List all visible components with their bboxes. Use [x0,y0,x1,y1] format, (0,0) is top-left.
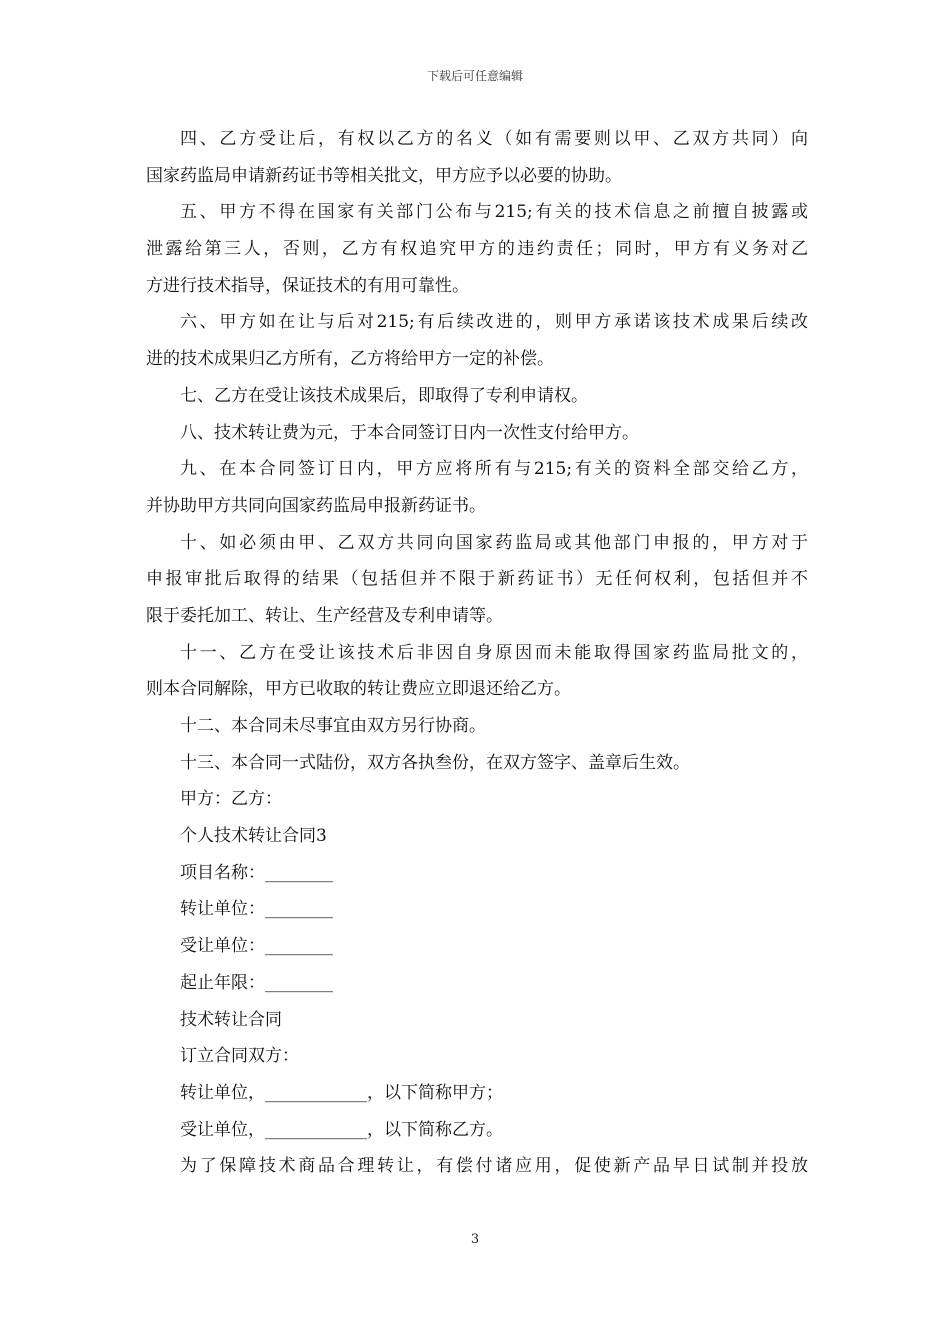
clause-10-line-1: 十、如必须由甲、乙双方共同向国家药监局或其他部门申报的，甲方对于 [180,532,808,553]
document-body [146,121,808,1185]
clause-13: 十三、本合同一式陆份，双方各执叁份，在双方签字、盖章后生效。 [180,752,690,773]
term-field: 起止年限：________ [180,972,333,993]
signature-parties: 甲方：乙方： [180,789,282,810]
section-title: 个人技术转让合同3 [180,826,327,847]
party-a-line: 转让单位，____________，以下简称甲方； [180,1082,503,1103]
transferee-field: 受让单位：________ [180,936,333,957]
clause-5-line-3: 方进行技术指导，保证技术的有用可靠性。 [146,275,469,296]
project-name-field: 项目名称：________ [180,862,333,883]
page-number: 3 [470,1232,480,1247]
party-b-line: 受让单位，____________，以下简称乙方。 [180,1119,503,1140]
clause-10-line-3: 限于委托加工、转让、生产经营及专利申请等。 [146,605,503,626]
clause-12: 十二、本合同未尽事宜由双方另行协商。 [180,716,486,736]
clause-6-line-2: 进的技术成果归乙方所有，乙方将给甲方一定的补偿。 [146,349,554,370]
contract-parties-label: 订立合同双方： [180,1046,299,1067]
clause-4-line-2: 国家药监局申请新药证书等相关批文，甲方应予以必要的协助。 [146,165,622,186]
preamble-line: 为了保障技术商品合理转让，有偿付诸应用，促使新产品早日试制并投放 [180,1156,808,1177]
clause-5-line-1: 五、甲方不得在国家有关部门公布与215;有关的技术信息之前擅自披露或 [180,202,808,223]
clause-11-line-1: 十一、乙方在受让该技术后非因自身原因而未能取得国家药监局批文的， [180,642,808,663]
clause-5-line-2: 泄露给第三人，否则，乙方有权追究甲方的违约责任；同时，甲方有义务对乙 [146,239,808,260]
clause-4-line-1: 四、乙方受让后，有权以乙方的名义（如有需要则以甲、乙双方共同）向 [180,129,808,149]
clause-7: 七、乙方在受让该技术成果后，即取得了专利申请权。 [180,385,588,406]
clause-6-line-1: 六、甲方如在让与后对215;有后续改进的，则甲方承诺该技术成果后续改 [180,312,808,333]
page-header: 下载后可任意编辑 [426,69,523,83]
contract-heading: 技术转让合同 [180,1009,282,1030]
clause-10-line-2: 申报审批后取得的结果（包括但并不限于新药证书）无任何权利，包括但并不 [146,569,808,590]
clause-8: 八、技术转让费为元，于本合同签订日内一次性支付给甲方。 [180,422,639,443]
clause-9-line-2: 并协助甲方共同向国家药监局申报新药证书。 [146,495,486,516]
clause-11-line-2: 则本合同解除，甲方已收取的转让费应立即退还给乙方。 [146,679,571,700]
clause-9-line-1: 九、在本合同签订日内，甲方应将所有与215;有关的资料全部交给乙方， [180,459,808,480]
transferor-field: 转让单位：________ [180,899,333,920]
